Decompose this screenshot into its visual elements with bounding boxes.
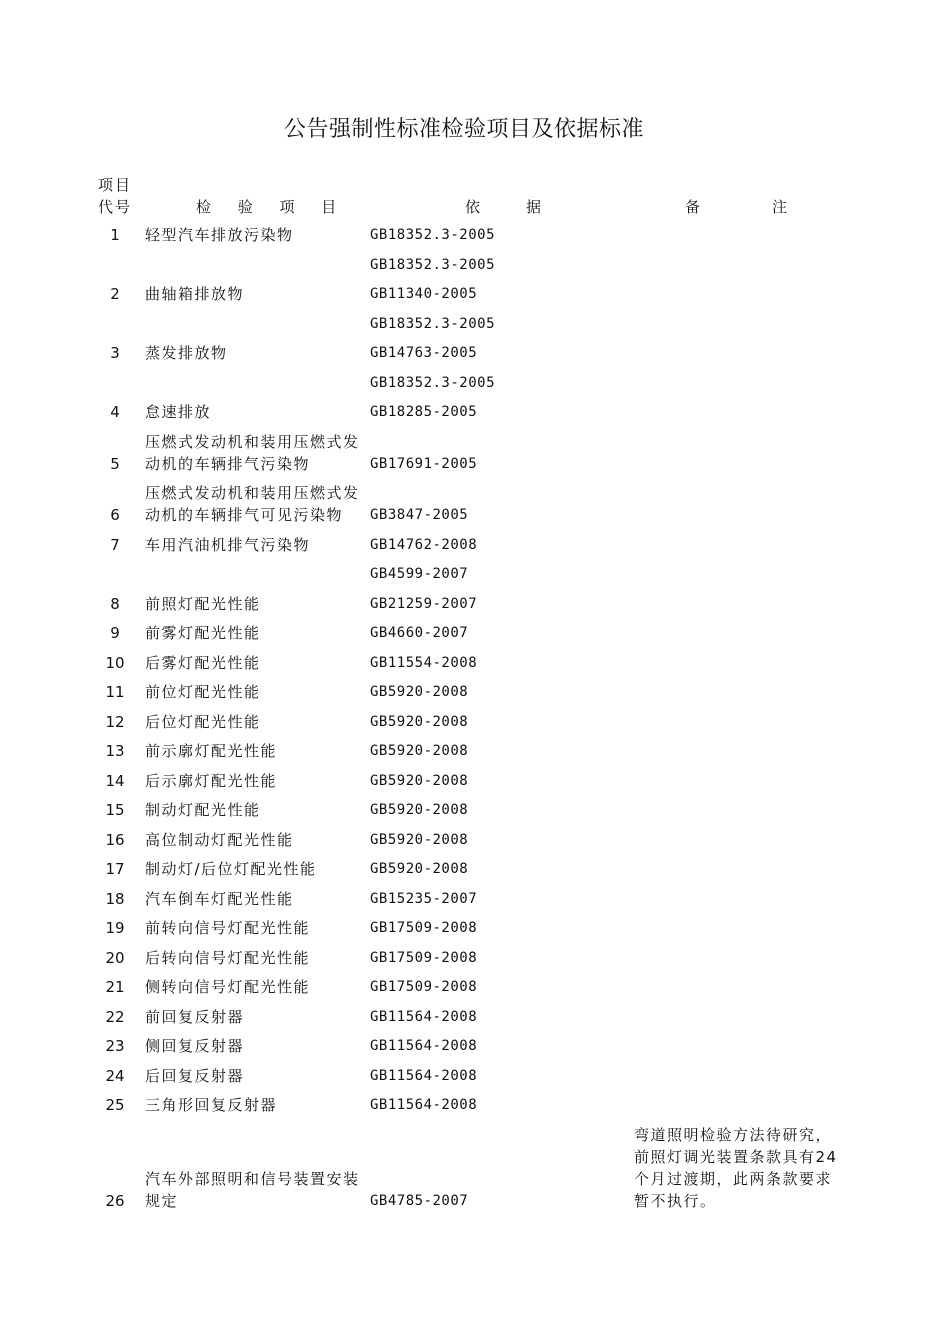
row-item: 轻型汽车排放污染物 [145, 226, 294, 244]
header-note-a: 备 [685, 198, 703, 216]
row-standard: GB3847-2005 [370, 507, 469, 523]
header-code-line2: 代号 [98, 198, 133, 216]
row-item: 动机的车辆排气污染物 [145, 454, 311, 473]
row-code: 9 [110, 624, 120, 642]
row-item: 三角形回复反射器 [145, 1096, 278, 1114]
row-standard: GB17691-2005 [370, 455, 478, 472]
row-code: 7 [110, 535, 120, 554]
row-item: 高位制动灯配光性能 [145, 830, 294, 849]
row-standard: GB18285-2005 [370, 404, 478, 420]
row-item: 压燃式发动机和装用压燃式发 [145, 432, 360, 451]
row-code: 6 [110, 506, 120, 524]
row-code: 26 [105, 1191, 125, 1210]
row-code: 13 [105, 742, 125, 760]
row-standard: GB4599-2007 [370, 566, 469, 582]
row-item: 侧回复反射器 [145, 1037, 245, 1055]
row-item: 前雾灯配光性能 [145, 624, 261, 642]
row-standard: GB5920-2008 [370, 684, 469, 700]
row-standard: GB11340-2005 [370, 286, 478, 302]
row-item: 前转向信号灯配光性能 [145, 919, 311, 937]
header-code-line1: 项目 [98, 176, 133, 194]
header-item: 检 验 项 目 [196, 198, 339, 216]
header-basis-b: 据 [526, 198, 544, 216]
row-standard: GB5920-2008 [370, 772, 469, 789]
row-code: 23 [105, 1037, 125, 1055]
row-code: 4 [110, 403, 120, 421]
row-standard: GB17509-2008 [370, 949, 478, 966]
row-item: 前示廓灯配光性能 [145, 742, 278, 760]
row-code: 25 [105, 1096, 125, 1114]
row-code: 2 [110, 285, 120, 303]
row-item: 汽车外部照明和信号装置安装 [145, 1169, 360, 1188]
row-item: 怠速排放 [145, 403, 212, 421]
row-standard: GB15235-2007 [370, 890, 478, 907]
row-code: 8 [110, 594, 120, 613]
row-item: 曲轴箱排放物 [145, 285, 245, 303]
row-code: 10 [105, 653, 125, 672]
row-standard: GB11564-2008 [370, 1038, 478, 1054]
row-standard: GB18352.3-2005 [370, 227, 496, 243]
header-basis-a: 依 [465, 198, 483, 216]
row-code: 20 [105, 948, 125, 967]
row-code: 19 [105, 919, 125, 937]
row-item: 侧转向信号灯配光性能 [145, 978, 311, 996]
row-standard: GB14763-2005 [370, 345, 478, 361]
row-item: 汽车倒车灯配光性能 [145, 889, 294, 908]
row-item: 后回复反射器 [145, 1066, 245, 1085]
row-code: 1 [110, 226, 120, 244]
row-item: 前回复反射器 [145, 1007, 245, 1026]
row-code: 15 [105, 801, 125, 819]
row-item: 制动灯配光性能 [145, 801, 261, 819]
row-standard: GB5920-2008 [370, 743, 469, 759]
row-item: 后转向信号灯配光性能 [145, 948, 311, 967]
row-code: 17 [105, 860, 125, 878]
row-code: 21 [105, 978, 125, 996]
row-item: 车用汽油机排气污染物 [145, 535, 311, 554]
row-standard: GB11554-2008 [370, 654, 478, 671]
row-standard: GB18352.3-2005 [370, 374, 496, 391]
row-standard: GB17509-2008 [370, 920, 478, 936]
row-standard: GB5920-2008 [370, 831, 469, 848]
page-title: 公告强制性标准检验项目及依据标准 [283, 117, 644, 142]
row-note: 弯道照明检验方法待研究， [634, 1125, 833, 1144]
row-code: 12 [105, 712, 125, 731]
row-code: 3 [110, 344, 120, 362]
row-standard: GB5920-2008 [370, 802, 469, 818]
header-note-b: 注 [772, 198, 790, 216]
row-code: 11 [105, 683, 125, 701]
row-item: 前位灯配光性能 [145, 683, 261, 701]
row-item: 蒸发排放物 [145, 344, 228, 362]
row-standard: GB5920-2008 [370, 861, 469, 877]
row-item: 制动灯/后位灯配光性能 [145, 860, 317, 878]
row-standard: GB18352.3-2005 [370, 315, 496, 332]
row-standard: GB18352.3-2005 [370, 256, 496, 273]
row-code: 14 [105, 771, 125, 790]
row-standard: GB4660-2007 [370, 625, 469, 641]
row-note: 前照灯调光装置条款具有24 [634, 1147, 838, 1166]
row-item: 规定 [145, 1191, 179, 1210]
row-standard: GB11564-2008 [370, 1097, 478, 1113]
row-code: 22 [105, 1007, 125, 1026]
row-code: 18 [105, 889, 125, 908]
row-standard: GB21259-2007 [370, 595, 478, 612]
row-item: 后示廓灯配光性能 [145, 771, 278, 790]
row-note: 个月过渡期，此两条款要求 [634, 1169, 833, 1188]
row-item: 后位灯配光性能 [145, 712, 261, 731]
row-item: 动机的车辆排气可见污染物 [145, 506, 344, 524]
row-standard: GB14762-2008 [370, 536, 478, 553]
row-note: 暂不执行。 [634, 1191, 717, 1210]
row-standard: GB17509-2008 [370, 979, 478, 995]
row-standard: GB11564-2008 [370, 1067, 478, 1084]
row-code: 16 [105, 830, 125, 849]
row-code: 5 [110, 454, 120, 473]
row-standard: GB11564-2008 [370, 1008, 478, 1025]
row-item: 压燃式发动机和装用压燃式发 [145, 484, 360, 502]
row-standard: GB5920-2008 [370, 713, 469, 730]
row-item: 后雾灯配光性能 [145, 653, 261, 672]
row-code: 24 [105, 1066, 125, 1085]
row-standard: GB4785-2007 [370, 1192, 469, 1209]
row-item: 前照灯配光性能 [145, 594, 261, 613]
